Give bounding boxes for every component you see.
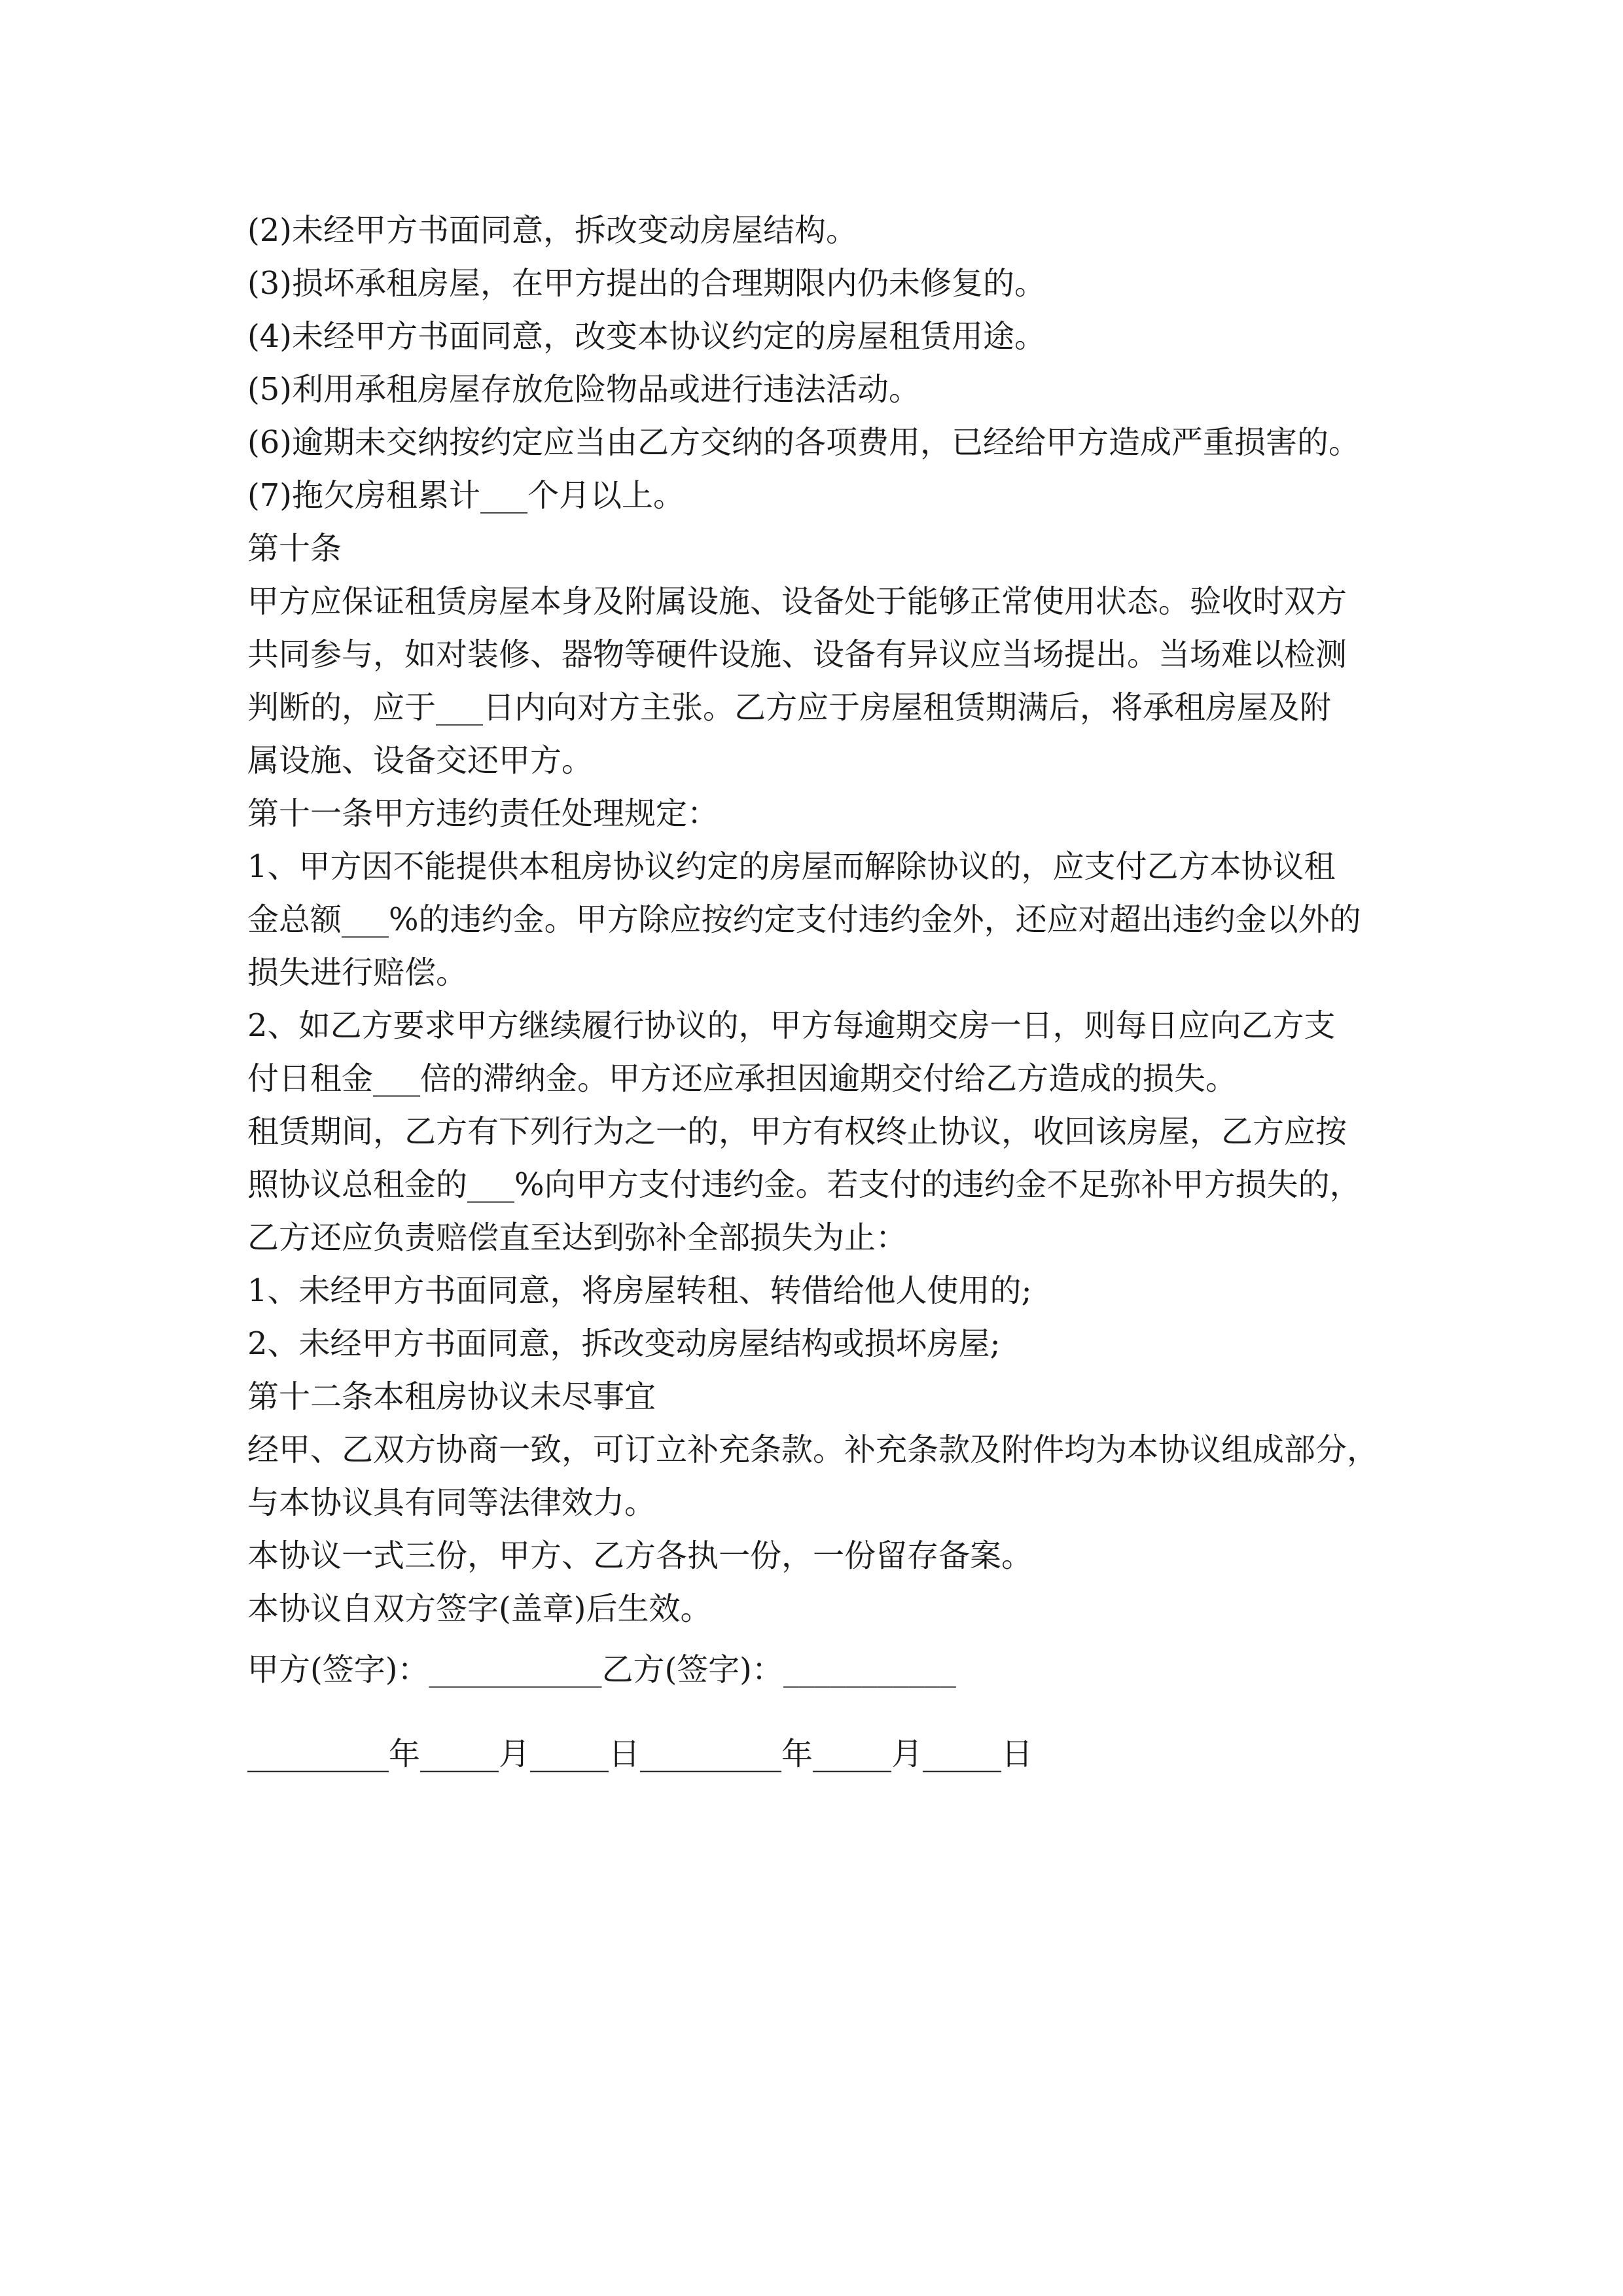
text-line: 1、未经甲方书面同意，将房屋转租、转借给他人使用的; xyxy=(247,1272,1032,1309)
text-line: 损失进行赔偿。 xyxy=(247,954,468,991)
text-line: 2、未经甲方书面同意，拆改变动房屋结构或损坏房屋; xyxy=(247,1325,1001,1362)
text-line: (4)未经甲方书面同意，改变本协议约定的房屋租赁用途。 xyxy=(247,318,1046,355)
text-line: (6)逾期未交纳按约定应当由乙方交纳的各项费用，已经给甲方造成严重损害的。 xyxy=(247,424,1360,461)
text-line: 乙方还应负责赔偿直至达到弥补全部损失为止： xyxy=(247,1219,908,1256)
text-line: (3)损坏承租房屋，在甲方提出的合理期限内仍未修复的。 xyxy=(247,265,1046,302)
text-line: (7)拖欠房租累计___个月以上。 xyxy=(247,477,685,514)
text-line: 2、如乙方要求甲方继续履行协议的，甲方每逾期交房一日，则每日应向乙方支 xyxy=(247,1007,1336,1044)
section-heading: 第十一条甲方违约责任处理规定： xyxy=(247,795,719,832)
text-line: 属设施、设备交还甲方。 xyxy=(247,742,594,779)
text-line: 本协议自双方签字(盖章)后生效。 xyxy=(247,1590,712,1627)
text-line: (5)利用承租房屋存放危险物品或进行违法活动。 xyxy=(247,371,920,408)
text-line: 与本协议具有同等法律效力。 xyxy=(247,1484,656,1521)
text-line: 照协议总租金的___%向甲方支付违约金。若支付的违约金不足弥补甲方损失的， xyxy=(247,1166,1361,1203)
text-line: 金总额___%的违约金。甲方除应按约定支付违约金外，还应对超出违约金以外的 xyxy=(247,901,1361,938)
document-page xyxy=(247,204,1399,1812)
section-heading: 第十二条本租房协议未尽事宜 xyxy=(247,1378,656,1415)
text-line: 共同参与，如对装修、器物等硬件设施、设备有异议应当场提出。当场难以检测 xyxy=(247,636,1347,673)
text-line: (2)未经甲方书面同意，拆改变动房屋结构。 xyxy=(247,212,857,249)
date-line: _________年_____月_____日_________年_____月_____日 xyxy=(247,1736,1033,1772)
text-line: 付日租金___倍的滞纳金。甲方还应承担因逾期交付给乙方造成的损失。 xyxy=(247,1060,1238,1097)
text-line: 甲方应保证租赁房屋本身及附属设施、设备处于能够正常使用状态。验收时双方 xyxy=(247,583,1347,620)
text-line: 1、甲方因不能提供本租房协议约定的房屋而解除协议的，应支付乙方本协议租 xyxy=(247,848,1336,885)
text-line: 租赁期间，乙方有下列行为之一的，甲方有权终止协议，收回该房屋，乙方应按 xyxy=(247,1113,1347,1150)
signature-line: 甲方(签字)：___________乙方(签字)：___________ xyxy=(247,1651,956,1688)
text-line: 经甲、乙双方协商一致，可订立补充条款。补充条款及附件均为本协议组成部分， xyxy=(247,1431,1379,1468)
text-line: 判断的，应于___日内向对方主张。乙方应于房屋租赁期满后，将承租房屋及附 xyxy=(247,689,1332,726)
text-line: 本协议一式三份，甲方、乙方各执一份，一份留存备案。 xyxy=(247,1537,1033,1574)
section-heading: 第十条 xyxy=(247,530,342,567)
